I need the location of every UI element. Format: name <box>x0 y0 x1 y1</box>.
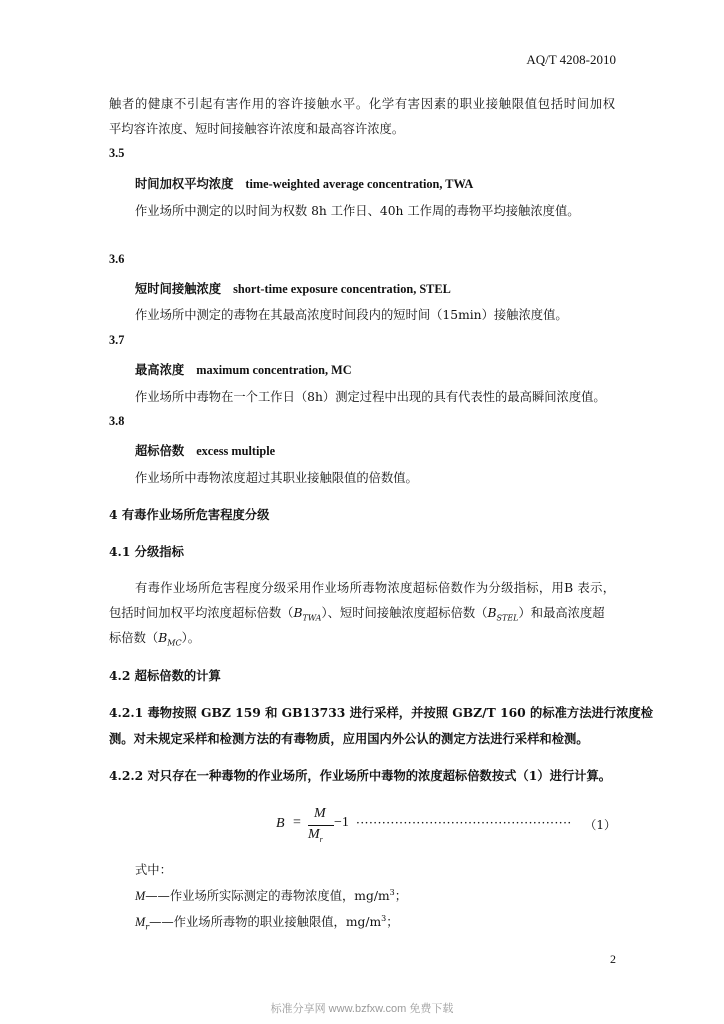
clause-3-6-term <box>135 279 451 297</box>
formula-equals: = <box>293 815 301 830</box>
formula-lhs: B <box>276 816 285 831</box>
text-span: ）、短时间接触浓度超标倍数（ <box>321 606 488 620</box>
unit-superscript: 3 <box>389 887 395 897</box>
formula-denominator <box>308 827 323 844</box>
subscript-mc: MC <box>167 638 182 648</box>
term-en: time-weighted average concentration, TWA <box>245 177 474 191</box>
page-number: 2 <box>610 952 616 966</box>
text-span: ； <box>386 915 399 929</box>
clause-3-8-number: 3.8 <box>109 414 125 428</box>
text-span: ）和最高浓度超 <box>518 606 605 620</box>
clause-4-2-1-line-1: 4.2.1 毒物按照 GBZ 159 和 GB13733 进行采样，并按照 GBZ/T 160 的标准方法进行浓度检 <box>109 705 653 720</box>
clause-3-6-definition: 作业场所中测定的毒物在其最高浓度时间段内的短时间（15min）接触浓度值。 <box>135 308 568 322</box>
m-symbol: M <box>135 889 146 903</box>
section-4-1-line-1: 有毒作业场所危害程度分级采用作业场所毒物浓度超标倍数作为分级指标，用B 表示， <box>135 581 615 595</box>
denominator-subscript: r <box>319 834 323 844</box>
footer-watermark: 标准分享网 www.bzfxw.com 免费下载 <box>270 1003 454 1015</box>
clause-3-8-term <box>135 441 275 459</box>
intro-line-1: 触者的健康不引起有害作用的容许接触水平。化学有害因素的职业接触限值包括时间加权 <box>109 97 615 111</box>
clause-3-8-definition: 作业场所中毒物浓度超过其职业接触限值的倍数值。 <box>135 471 418 485</box>
subscript-stel: STEL <box>496 613 519 623</box>
term-en: excess multiple <box>196 444 276 458</box>
section-4-1-line-3 <box>109 628 200 647</box>
clause-4-2-2-line-1: 4.2.2 对只存在一种毒物的作业场所，作业场所中毒物的浓度超标倍数按式（1）进行计算。 <box>109 768 612 783</box>
term-cn: 最高浓度 <box>135 362 185 377</box>
subscript-twa: TWA <box>302 613 322 623</box>
section-4-1-title: 4.1 分级指标 <box>109 544 184 559</box>
clause-3-5-definition: 作业场所中测定的以时间为权数 8h 工作日、40h 工作周的毒物平均接触浓度值。 <box>135 204 580 218</box>
text-span: 包括时间加权平均浓度超标倍数（ <box>109 606 294 620</box>
denominator-symbol: M <box>308 827 320 842</box>
clause-3-5-term <box>135 174 473 192</box>
unit-superscript: 3 <box>381 913 387 923</box>
clause-3-7-definition: 作业场所中毒物在一个工作日（8h）测定过程中出现的具有代表性的最高瞬间浓度值。 <box>135 390 606 404</box>
standard-code: AQ/T 4208-2010 <box>526 52 616 67</box>
symbol-b: B <box>158 631 168 645</box>
clause-4-2-1-line-2: 测。对未规定采样和检测方法的有毒物质，应用国内外公认的测定方法进行采样和检测。 <box>109 731 589 746</box>
text-span: 标倍数（ <box>109 631 159 645</box>
where-mr <box>135 912 399 931</box>
clause-3-5-number: 3.5 <box>109 146 125 160</box>
clause-3-6-number: 3.6 <box>109 252 125 266</box>
mr-symbol: M <box>135 915 146 929</box>
term-en: short-time exposure concentration, STEL <box>233 282 451 296</box>
section-4-2-title: 4.2 超标倍数的计算 <box>109 668 221 683</box>
clause-3-7-term <box>135 360 352 378</box>
term-cn: 超标倍数 <box>135 443 185 458</box>
formula-minus-one: −1 <box>334 815 349 830</box>
section-4-title: 4 有毒作业场所危害程度分级 <box>109 507 270 522</box>
term-cn: 时间加权平均浓度 <box>135 176 234 191</box>
text-span: ）。 <box>181 631 201 645</box>
where-label: 式中： <box>135 863 172 877</box>
text-span: ； <box>394 889 408 903</box>
section-4-1-line-2 <box>109 603 605 622</box>
formula-leader-dots: ·················································· <box>356 816 572 830</box>
formula-numerator: M <box>314 806 326 821</box>
term-cn: 短时间接触浓度 <box>135 281 222 296</box>
mr-description: ——作业场所毒物的职业接触限值，mg/m <box>149 915 382 929</box>
intro-line-2: 平均容许浓度、短时间接触容许浓度和最高容许浓度。 <box>109 122 405 136</box>
term-en: maximum concentration, MC <box>196 363 352 377</box>
mr-subscript: r <box>145 922 150 932</box>
where-m <box>135 886 407 904</box>
fraction-bar <box>308 825 334 826</box>
m-description: ——作业场所实际测定的毒物浓度值，mg/m <box>145 889 390 903</box>
formula-label: （1） <box>584 818 616 832</box>
symbol-b: B <box>487 606 497 620</box>
symbol-b: B <box>293 606 303 620</box>
clause-3-7-number: 3.7 <box>109 333 125 347</box>
